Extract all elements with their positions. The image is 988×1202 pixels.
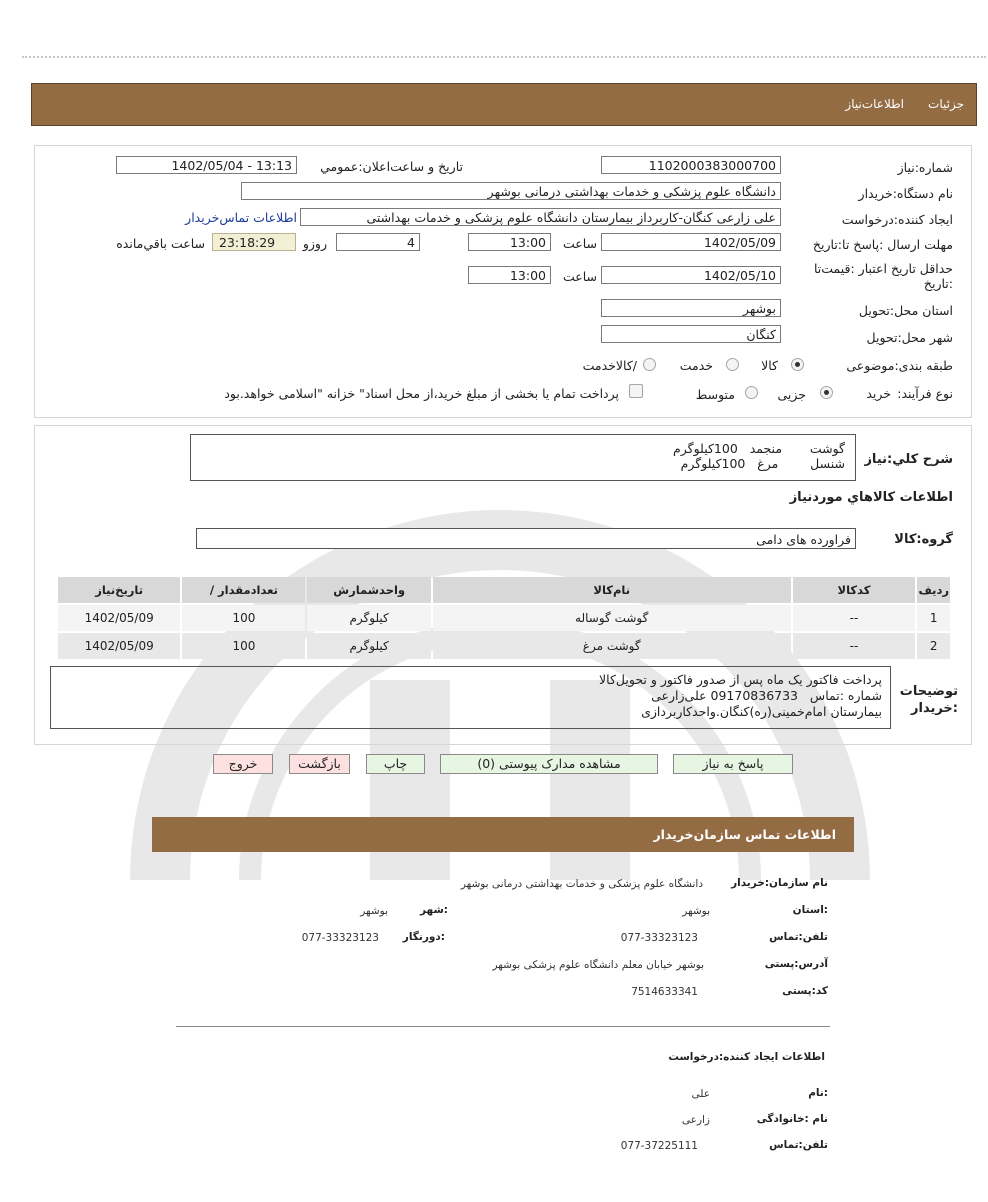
contact-city-label: :شهر [420,904,448,916]
table-row[interactable] [58,633,950,659]
buyer-org-field[interactable]: دانشگاه علوم پزشکی و خدمات بهداشتی درمانی بوشهر [241,182,781,200]
days-label: روزو [302,236,327,251]
tab-details[interactable]: جزئیات [928,97,964,111]
category-service-radio[interactable] [726,358,739,371]
category-both-label: /کالاخدمت [582,358,637,373]
creator-family-label: نام :خانوادگی [756,1113,828,1125]
back-button[interactable]: بازگشت [289,754,350,774]
contact-province-label: :استان [792,904,828,916]
contact-org-label: نام سازمان:خریدار [731,877,828,889]
category-both-radio[interactable] [643,358,656,371]
goods-info-label: اطلاعات کالاهاي مورد‌نياز [789,490,953,505]
contact-phone-label: تلفن:تماس [769,931,828,943]
creator-info-header: اطلاعات ایجاد کننده:درخواست [668,1051,825,1063]
creator-phone-label: تلفن:تماس [769,1139,828,1151]
col-goods-name: نام‌کالا [433,577,791,603]
goods-table [56,575,952,661]
process-minor-label: جزیی [777,387,806,402]
group-label: گروه:کالا [894,532,953,547]
table-row[interactable] [58,605,950,631]
buyer-notes-label: توضیحات :خریدار [899,684,958,716]
contact-header [152,817,854,852]
announce-field[interactable]: 1402/05/04 - 13:13 [116,156,297,174]
page-header [31,83,977,126]
category-goods-label: کالا [761,358,778,373]
notes-line-3: بیمارستان امام‌خمینی(ره)کنگان.واحدکاربردازی [641,704,882,719]
creator-family-value: زارعی [681,1114,710,1126]
cell-need-date: 1402/05/09 [58,605,180,631]
contact-phone-value: 077-33323123 [620,932,698,944]
contact-address-label: آدرس:پستی [764,958,828,970]
deadline-time-label: ساعت [562,236,597,251]
top-divider [22,56,986,58]
buyer-org-label: نام دستگاه:خریدار [858,186,953,201]
contact-province-value: بوشهر [682,905,710,917]
cell-quantity: 100 [182,633,305,659]
category-goods-radio[interactable] [791,358,804,371]
process-medium-label: متوسط [695,387,735,402]
tab-need-info[interactable]: اطلاعات‌نیاز [845,97,904,111]
cell-unit: کیلوگرم [307,605,430,631]
summary-line-1: گوشت منجمد 100کیلوگرم [673,441,845,456]
payment-note: پرداخت تمام یا بخشی از مبلغ خرید،از محل اسناد" خزانه "اسلامی خواهد.بود [224,386,619,401]
province-field[interactable]: بوشهر [601,299,781,317]
notes-line-2: شماره :تماس 09170836733 علی‌زارعی [651,688,882,703]
category-label: طبقه بندی:موضوعی [846,358,953,373]
creator-label: ایجاد کننده:درخواست [841,212,953,227]
process-buy-label: خرید [866,386,891,401]
col-unit: واحد‌شمارش [307,577,430,603]
contact-header-title: اطلاعات تماس سازمان‌خریدار [653,827,836,842]
table-header-row [58,577,950,603]
contact-divider [176,1026,830,1027]
cell-goods-name: گوشت مرغ [433,633,791,659]
deadline-label: مهلت ارسال :پاسخ تا:تاریخ [812,237,953,252]
cell-goods-code: -- [793,633,916,659]
col-quantity: / تعداد‌مقدار [182,577,305,603]
exit-button[interactable]: خروج [213,754,273,774]
deadline-time-field[interactable]: 13:00 [468,233,551,251]
contact-fax-value: 077-33323123 [301,932,379,944]
reply-button[interactable]: پاسخ به نیاز [673,754,793,774]
validity-label: حداقل تاریخ اعتبار :قیمت‌تا :تاریخ [813,261,953,291]
summary-box [190,434,856,481]
cell-need-date: 1402/05/09 [58,633,180,659]
contact-postal-value: 7514633341 [631,986,698,998]
contact-org-value: دانشگاه علوم پزشکی و خدمات بهداشتی درمانی بوشهر [460,878,703,890]
cell-row: 2 [917,633,950,659]
col-goods-code: کدکالا [793,577,916,603]
col-need-date: تاریخ‌نیاز [58,577,180,603]
summary-line-2: شنسل مرغ 100کیلوگرم [680,456,845,471]
creator-name-label: :نام [808,1087,828,1099]
need-number-label: شماره:نیاز [897,160,953,175]
deadline-date-field[interactable]: 1402/05/09 [601,233,781,251]
cell-unit: کیلوگرم [307,633,430,659]
process-minor-radio[interactable] [820,386,833,399]
city-field[interactable]: کنگان [601,325,781,343]
contact-postal-label: کد:پستی [782,985,828,997]
group-field[interactable]: فراورده های دامی [196,528,856,549]
buyer-notes-box [50,666,891,729]
days-field[interactable]: 4 [336,233,420,251]
cell-goods-code: -- [793,605,916,631]
creator-field[interactable]: علی زارعی کنگان-کاربرداز بیمارستان دانشگاه علوم پزشکی و خدمات بهداشتی [300,208,781,226]
remaining-label: ساعت باقي‌مانده [116,236,205,251]
contact-city-value: بوشهر [360,905,388,917]
attachments-button[interactable]: مشاهده مدارک پیوستی (0) [440,754,658,774]
col-row: ردیف [917,577,950,603]
cell-row: 1 [917,605,950,631]
print-button[interactable]: چاپ [366,754,425,774]
announce-label: تاريخ و ساعت‌اعلان:عمومي [320,159,463,174]
cell-quantity: 100 [182,605,305,631]
cell-goods-name: گوشت گوساله [433,605,791,631]
province-label: استان محل:تحویل [858,303,953,318]
need-number-field[interactable]: 1102000383000700 [601,156,781,174]
treasury-checkbox[interactable] [629,384,643,398]
summary-title-label: شرح کلي:نياز [864,452,953,467]
process-medium-radio[interactable] [745,386,758,399]
creator-name-value: علی [691,1088,710,1100]
validity-time-label: ساعت [562,269,597,284]
validity-date-field[interactable]: 1402/05/10 [601,266,781,284]
validity-time-field[interactable]: 13:00 [468,266,551,284]
category-service-label: خدمت [679,358,713,373]
process-label: نوع فرآیند: [897,386,953,401]
remaining-timer: 23:18:29 [212,233,296,251]
city-label: شهر محل:تحویل [866,330,953,345]
creator-phone-value: 077-37225111 [620,1140,698,1152]
notes-line-1: پرداخت فاکتور یک ماه پس از صدور فاکتور و تحویل‌کالا [599,672,882,687]
contact-fax-label: :دورنگار [402,931,445,943]
contact-address-value: بوشهر خیابان معلم دانشگاه علوم پزشکی بوشهر [492,959,704,971]
buyer-contact-link[interactable]: اطلاعات تماس‌خریدار [185,210,297,225]
